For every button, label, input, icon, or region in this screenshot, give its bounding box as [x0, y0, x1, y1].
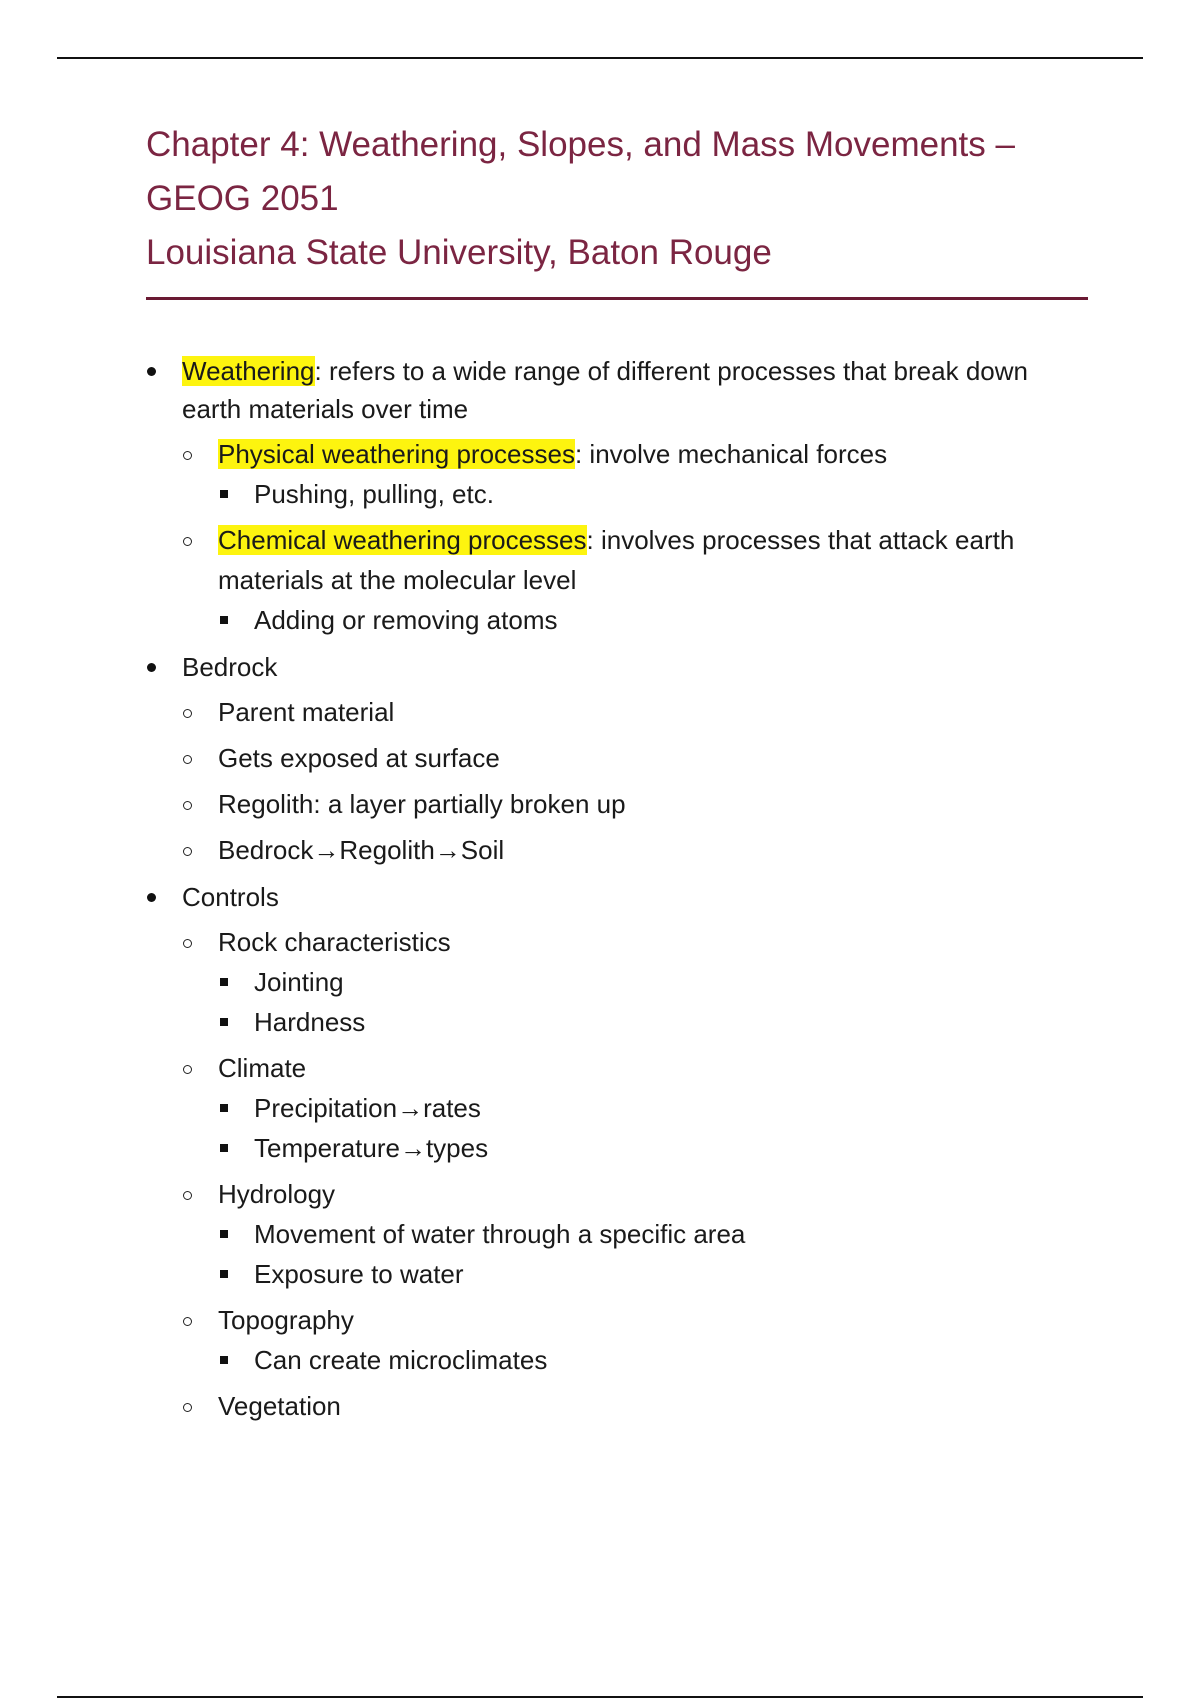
item-text: Regolith: a layer partially broken up: [218, 789, 626, 819]
item-text: Movement of water through a specific area: [254, 1219, 746, 1249]
item-text: Can create microclimates: [254, 1345, 548, 1375]
item-text: Adding or removing atoms: [254, 605, 558, 635]
list-item-physical: [182, 434, 1088, 514]
item-text: Exposure to water: [254, 1259, 464, 1289]
sublist: [182, 434, 1088, 640]
item-text: : refers to a wide range of different processes that break down earth materials over time: [182, 356, 1028, 424]
list-item: [182, 692, 1088, 732]
item-text: : involves processes that attack earth materials at the molecular level: [218, 525, 1015, 595]
list-item-weathering: [146, 352, 1088, 640]
document-body: [146, 118, 1088, 1426]
list-item: [218, 1002, 1088, 1042]
list-item: [218, 1254, 1088, 1294]
list-item: [218, 1128, 1088, 1168]
item-text: Vegetation: [218, 1391, 341, 1421]
list-item-vegetation: [182, 1386, 1088, 1426]
item-text: Temperature→types: [254, 1133, 489, 1163]
item-text: Bedrock: [182, 652, 278, 682]
highlighted-term: Chemical weathering processes: [218, 525, 587, 555]
document-title: [146, 118, 1088, 280]
list-item-rock-characteristics: [182, 922, 1088, 1042]
sublist: [218, 1340, 1088, 1380]
sublist: [182, 692, 1088, 870]
list-item-controls: [146, 878, 1088, 1426]
item-text: Bedrock→Regolith→Soil: [218, 835, 505, 865]
sublist: [218, 962, 1088, 1042]
list-item-topography: [182, 1300, 1088, 1380]
list-item: [218, 474, 1088, 514]
highlighted-term: Physical weathering processes: [218, 439, 575, 469]
list-item: [218, 1088, 1088, 1128]
sublist: [218, 1214, 1088, 1294]
highlighted-term: Weathering: [182, 356, 315, 386]
item-text: Rock characteristics: [218, 927, 451, 957]
page-bottom-rule: [57, 1696, 1143, 1698]
list-item-climate: [182, 1048, 1088, 1168]
item-text: Controls: [182, 882, 279, 912]
list-item: [218, 962, 1088, 1002]
item-text: Parent material: [218, 697, 395, 727]
title-underline: [146, 297, 1088, 300]
item-text: Climate: [218, 1053, 307, 1083]
list-item-chemical: [182, 520, 1088, 640]
list-item: [182, 738, 1088, 778]
item-text: Topography: [218, 1305, 354, 1335]
notes-outline: [146, 352, 1088, 1426]
item-text: Jointing: [254, 967, 344, 997]
title-line-1: Chapter 4: Weathering, Slopes, and Mass Movements –: [146, 125, 1015, 164]
item-text: Gets exposed at surface: [218, 743, 500, 773]
page-top-rule: [57, 57, 1143, 59]
list-item: [218, 1340, 1088, 1380]
list-item: [218, 600, 1088, 640]
item-text: Hardness: [254, 1007, 366, 1037]
list-item-hydrology: [182, 1174, 1088, 1294]
item-text: Precipitation→rates: [254, 1093, 481, 1123]
list-item: [218, 1214, 1088, 1254]
sublist: [218, 474, 1088, 514]
list-item-bedrock: [146, 648, 1088, 870]
list-item: [182, 830, 1088, 870]
title-line-3: Louisiana State University, Baton Rouge: [146, 233, 772, 272]
item-text: Pushing, pulling, etc.: [254, 479, 494, 509]
sublist: [182, 922, 1088, 1426]
item-text: : involve mechanical forces: [574, 439, 888, 469]
title-line-2: GEOG 2051: [146, 179, 339, 218]
sublist: [218, 1088, 1088, 1168]
item-text: Hydrology: [218, 1179, 336, 1209]
list-item: [182, 784, 1088, 824]
sublist: [218, 600, 1088, 640]
